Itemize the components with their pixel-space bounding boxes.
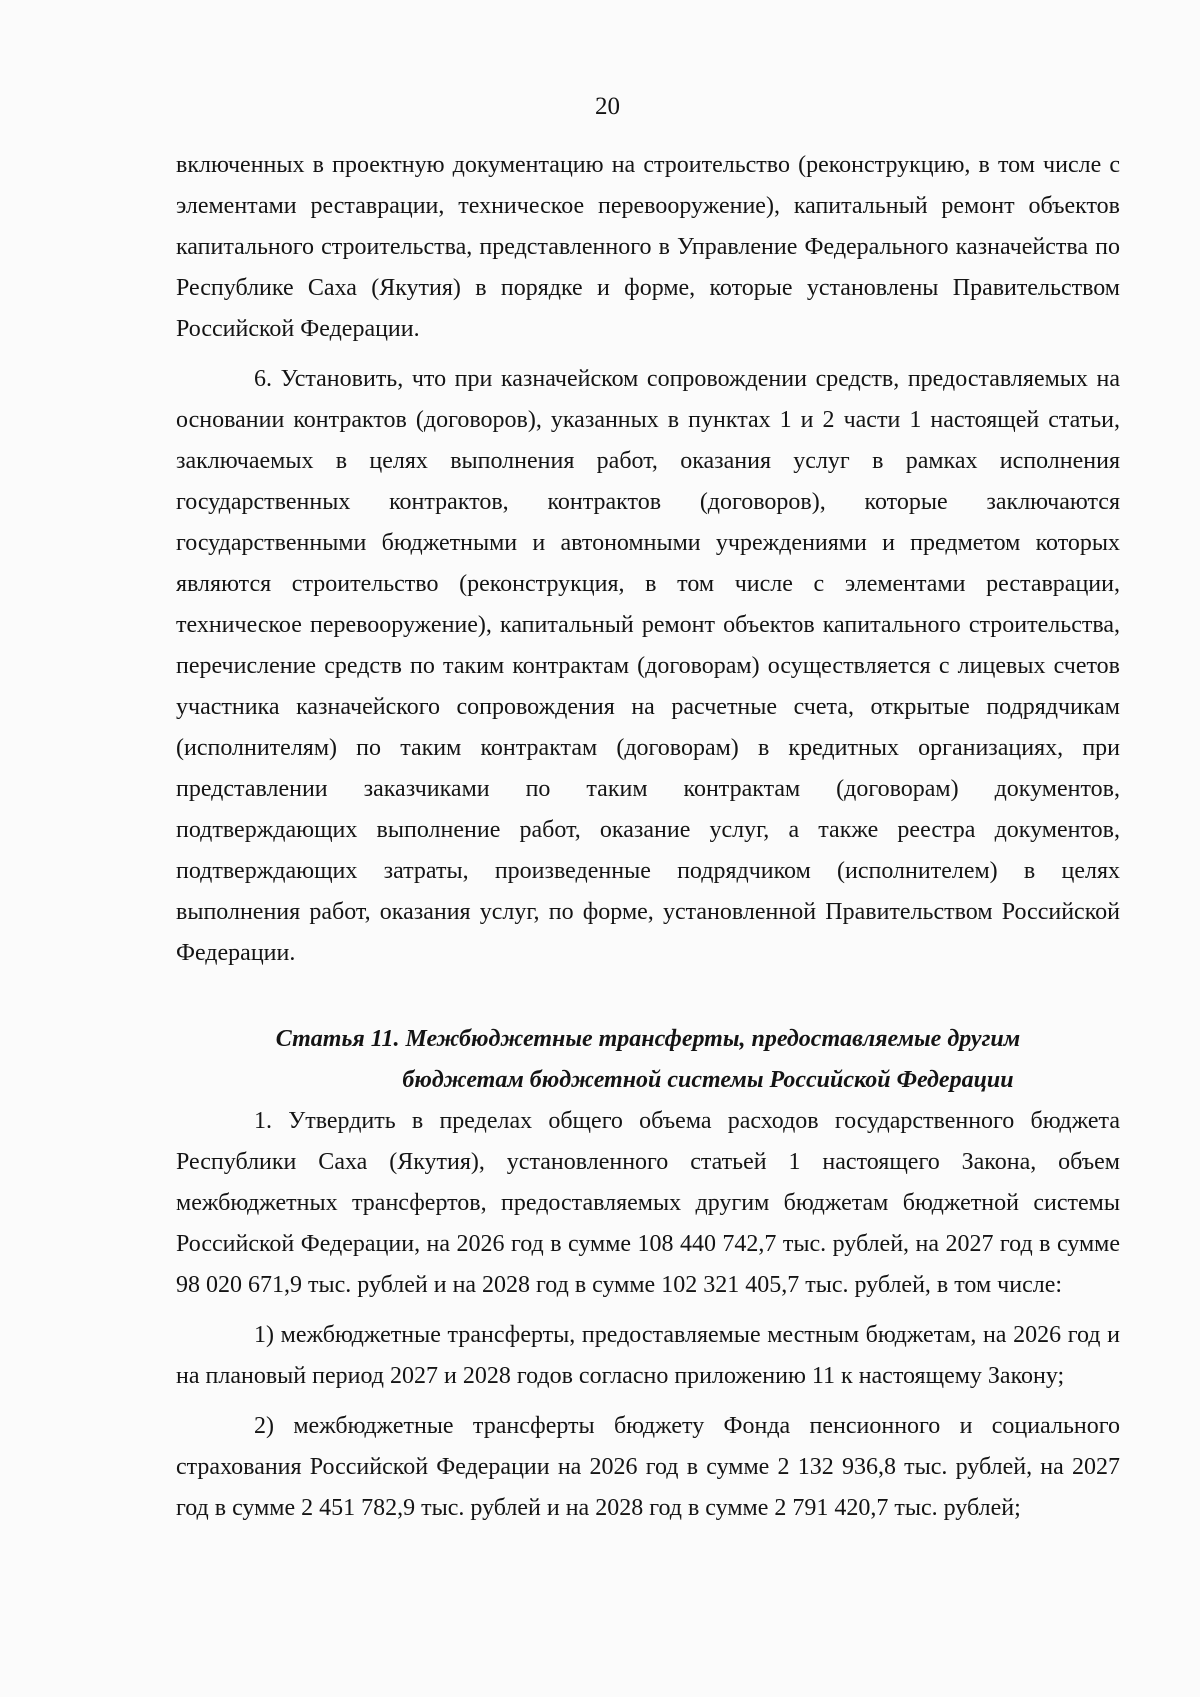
page-number: 20 <box>595 93 620 120</box>
article-paragraph-1: 1. Утвердить в пределах общего объема расходов государственного бюджета Республики Саха (Якутия), установленного статьей 1 настоящего Закона, объем межбюджетных трансфертов, предоставляемых другим бюджетам бюджетной системы Российской Федерации, на 2026 год в сумме 108 440 742,7 тыс. рублей, на 2027 год в сумме 98 020 671,9 тыс. рублей и на 2028 год в сумме 102 321 405,7 тыс. рублей, в том числе: <box>176 1108 1120 1298</box>
article-heading-line-1: Статья 11. Межбюджетные трансферты, предоставляемые другим <box>275 1026 1021 1052</box>
paragraph-continuation: включенных в проектную документацию на строительство (реконструкцию, в том числе с элементами реставрации, техническое перевооружение), капитальный ремонт объектов капитального строительства, представленного в Управление Федерального казначейства по Республике Саха (Якутия) в порядке и форме, которые установлены Правительством Российской Федерации. <box>176 152 1120 342</box>
article-list-item-1: 1) межбюджетные трансферты, предоставляемые местным бюджетам, на 2026 год и на плановый период 2027 и 2028 годов согласно приложению 11 к настоящему Закону; <box>176 1322 1120 1389</box>
article-heading-line-2: бюджетам бюджетной системы Российской Федерации <box>402 1067 1014 1093</box>
document-body <box>176 145 1120 1529</box>
article-11-heading <box>176 1019 1120 1101</box>
paragraph-6: 6. Установить, что при казначейском сопровождении средств, предоставляемых на основании контрактов (договоров), указанных в пунктах 1 и 2 части 1 настоящей статьи, заключаемых в целях выполнения работ, оказания услуг в рамках исполнения государственных контрактов, контрактов (договоров), которые заключаются государственными бюджетными и автономными учреждениями и предметом которых являются строительство (реконструкция, в том числе с элементами реставрации, техническое перевооружение), капитальный ремонт объектов капитального строительства, перечисление средств по таким контрактам (договорам) осуществляется с лицевых счетов участника казначейского сопровождения на расчетные счета, открытые подрядчикам (исполнителям) по таким контрактам (договорам) в кредитных организациях, при представлении заказчиками по таким контрактам (договорам) документов, подтверждающих выполнение работ, оказание услуг, а также реестра документов, подтверждающих затраты, произведенные подрядчиком (исполнителем) в целях выполнения работ, оказания услуг, по форме, установленной Правительством Российской Федерации. <box>176 366 1120 966</box>
article-list-item-2: 2) межбюджетные трансферты бюджету Фонда пенсионного и социального страхования Российской Федерации на 2026 год в сумме 2 132 936,8 тыс. рублей, на 2027 год в сумме 2 451 782,9 тыс. рублей и на 2028 год в сумме 2 791 420,7 тыс. рублей; <box>176 1413 1120 1521</box>
